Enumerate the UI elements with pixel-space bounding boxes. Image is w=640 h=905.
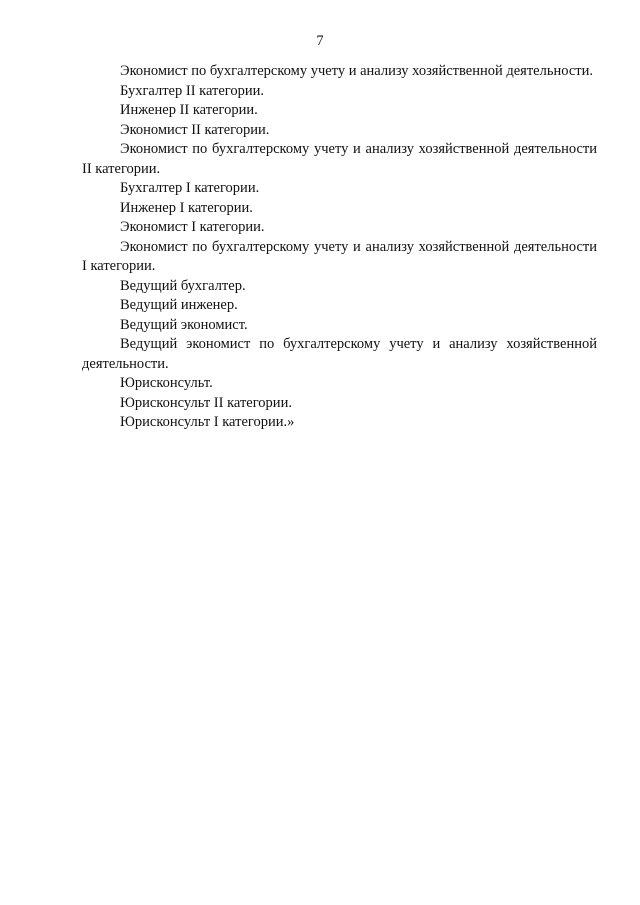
- paragraph-engineer-ii: Инженер II категории.: [120, 102, 258, 118]
- paragraph-lead-economist: Ведущий экономист.: [120, 316, 248, 333]
- page-number: 7: [316, 33, 324, 49]
- paragraph-economist-accounting: Экономист по бухгалтерскому учету и анализу хозяйственной деятельности.: [120, 63, 593, 79]
- paragraph-lead-accountant: Ведущий бухгалтер.: [120, 277, 246, 294]
- paragraph-lead-engineer: Ведущий инженер.: [120, 297, 238, 313]
- paragraph-economist-accounting-ii: Экономист по бухгалтерскому учету и анализу хозяйственной деятельности II категории.: [82, 141, 597, 177]
- document-body: [82, 62, 597, 433]
- paragraph-economist-accounting-i: Экономист по бухгалтерскому учету и анализу хозяйственной деятельности I категории.: [82, 238, 597, 274]
- paragraph-economist-ii: Экономист II категории.: [120, 121, 270, 138]
- paragraph-lead-economist-accounting: Ведущий экономист по бухгалтерскому учету и анализу хозяйственной деятельности.: [82, 336, 597, 372]
- paragraph-accountant-i: Бухгалтер I категории.: [120, 180, 260, 196]
- paragraph-accountant-ii: Бухгалтер II категории.: [120, 82, 265, 99]
- paragraph-legal-counsel-i: Юрисконсульт I категории.»: [120, 414, 295, 430]
- paragraph-economist-i: Экономист I категории.: [120, 219, 265, 235]
- paragraph-legal-counsel-ii: Юрисконсульт II категории.: [120, 394, 292, 411]
- paragraph-legal-counsel: Юрисконсульт.: [120, 375, 213, 391]
- paragraph-engineer-i: Инженер I категории.: [120, 199, 253, 216]
